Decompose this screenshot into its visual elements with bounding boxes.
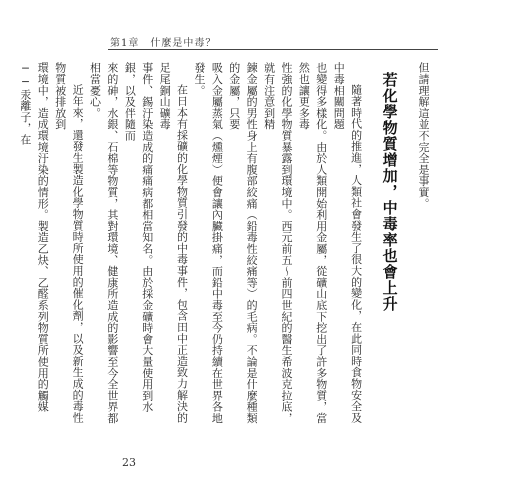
vertical-text-block [16, 62, 432, 434]
header-divider [108, 49, 438, 50]
running-head: 第1章 什麼是中毒？ [110, 38, 217, 49]
paragraph-3: 近年來，還發生製造化學物質時所使用的催化劑，以及新生成的毒性物質被排放到 環境中，造成環境汙染的情形。製造乙炔、乙醛系列物質所使用的觸媒──汞離子，在 [18, 62, 85, 423]
paragraph-2: 在日本有採礦的化學物質引發的中毒事件，包含田中正造致力解決的足尾銅山礦毒 事件、錫汙染造成的痛痛病都相當知名。由於採金礦時會大量使用到水銀，以及伴隨而 來的砷，水銀、石棉等物質，其對環境、健康所造成的影響至今全世界都相當憂心。 [88, 62, 189, 424]
page-number: 23 [122, 456, 136, 469]
intro-line: 但請理解這並不完全是事實。 [417, 62, 430, 209]
section-heading: 若化學物質增加，中毒率也會上升 [380, 72, 399, 312]
paragraph-1: 隨著時代的推進，人類社會發生了很大的變化，在此同時食物安全及中毒相關問題 也變得多樣化。由於人類開始利用金屬，從礦山底下挖出了許多物質，當然也讓更多毒 性強的化學物質暴露到環境中。西元前五〜前四世紀的醫生希波克拉底，就有注意到精 鍊金屬的男性身上有腹部絞痛（鉛毒性絞痛等）的毛病。不論是什麼種類的金屬，只要 吸入金屬蒸氣（燻煙）便會讓內臟掛痛，而鉛中毒至今仍持續在世界各地發生。 [192, 62, 363, 424]
